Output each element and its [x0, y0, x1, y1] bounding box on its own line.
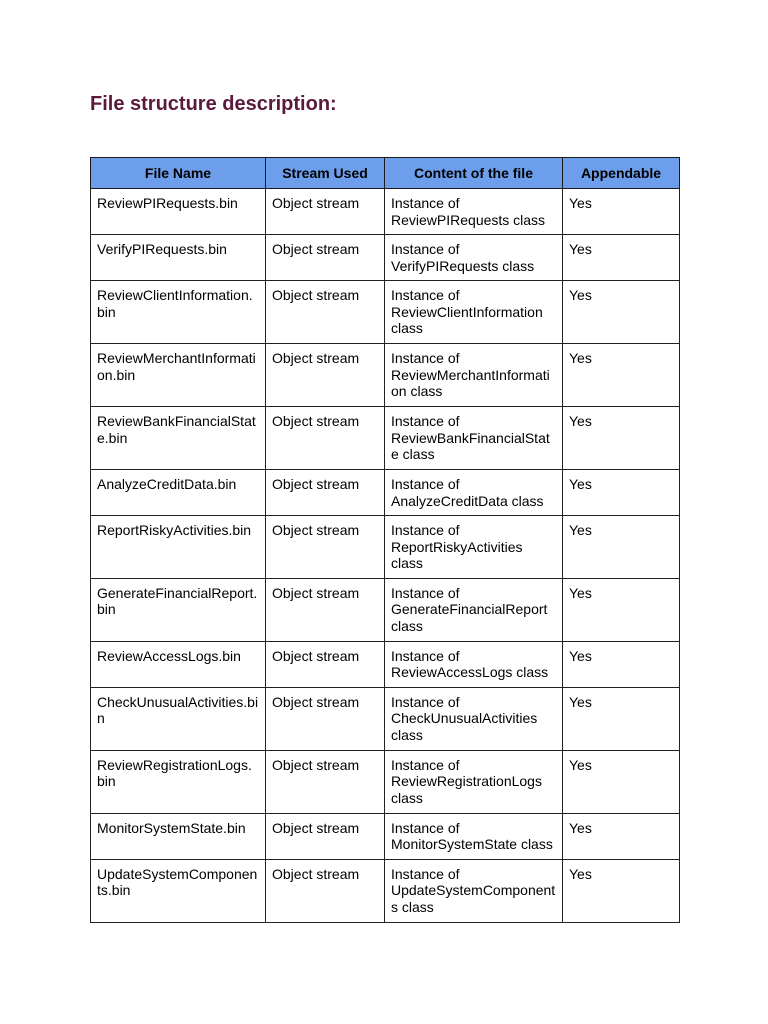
cell-stream-used: Object stream	[266, 859, 385, 922]
cell-content: Instance of ReviewAccessLogs class	[385, 641, 563, 687]
column-header-file-name: File Name	[91, 158, 266, 189]
cell-appendable: Yes	[563, 578, 680, 641]
cell-appendable: Yes	[563, 750, 680, 813]
cell-stream-used: Object stream	[266, 578, 385, 641]
cell-file-name: ReviewBankFinancialState.bin	[91, 407, 266, 470]
cell-stream-used: Object stream	[266, 189, 385, 235]
table-row	[91, 407, 680, 470]
column-header-stream-used: Stream Used	[266, 158, 385, 189]
cell-content: Instance of VerifyPIRequests class	[385, 235, 563, 281]
cell-stream-used: Object stream	[266, 687, 385, 750]
table-row	[91, 281, 680, 344]
cell-stream-used: Object stream	[266, 813, 385, 859]
cell-appendable: Yes	[563, 189, 680, 235]
cell-stream-used: Object stream	[266, 470, 385, 516]
cell-stream-used: Object stream	[266, 750, 385, 813]
cell-file-name: AnalyzeCreditData.bin	[91, 470, 266, 516]
cell-content: Instance of ReportRiskyActivities class	[385, 516, 563, 579]
table-row	[91, 813, 680, 859]
cell-stream-used: Object stream	[266, 281, 385, 344]
table-row	[91, 235, 680, 281]
cell-appendable: Yes	[563, 407, 680, 470]
cell-file-name: VerifyPIRequests.bin	[91, 235, 266, 281]
cell-file-name: ReviewClientInformation.bin	[91, 281, 266, 344]
cell-file-name: ReviewMerchantInformation.bin	[91, 344, 266, 407]
cell-appendable: Yes	[563, 813, 680, 859]
table-row	[91, 470, 680, 516]
cell-content: Instance of GenerateFinancialReport class	[385, 578, 563, 641]
cell-file-name: MonitorSystemState.bin	[91, 813, 266, 859]
table-row	[91, 344, 680, 407]
cell-stream-used: Object stream	[266, 344, 385, 407]
cell-appendable: Yes	[563, 516, 680, 579]
cell-file-name: GenerateFinancialReport.bin	[91, 578, 266, 641]
cell-content: Instance of ReviewClientInformation class	[385, 281, 563, 344]
cell-appendable: Yes	[563, 281, 680, 344]
cell-content: Instance of ReviewRegistrationLogs class	[385, 750, 563, 813]
cell-appendable: Yes	[563, 859, 680, 922]
table-row	[91, 750, 680, 813]
cell-content: Instance of AnalyzeCreditData class	[385, 470, 563, 516]
cell-appendable: Yes	[563, 344, 680, 407]
file-structure-table	[90, 157, 680, 923]
cell-content: Instance of ReviewPIRequests class	[385, 189, 563, 235]
table-row	[91, 687, 680, 750]
cell-content: Instance of CheckUnusualActivities class	[385, 687, 563, 750]
cell-file-name: ReviewAccessLogs.bin	[91, 641, 266, 687]
column-header-appendable: Appendable	[563, 158, 680, 189]
table-row	[91, 641, 680, 687]
table-row	[91, 516, 680, 579]
cell-content: Instance of MonitorSystemState class	[385, 813, 563, 859]
cell-file-name: CheckUnusualActivities.bin	[91, 687, 266, 750]
cell-file-name: ReportRiskyActivities.bin	[91, 516, 266, 579]
cell-appendable: Yes	[563, 235, 680, 281]
cell-file-name: UpdateSystemComponents.bin	[91, 859, 266, 922]
cell-appendable: Yes	[563, 687, 680, 750]
cell-appendable: Yes	[563, 641, 680, 687]
page-title: File structure description:	[90, 93, 337, 115]
cell-stream-used: Object stream	[266, 641, 385, 687]
table-row	[91, 189, 680, 235]
cell-content: Instance of ReviewBankFinancialState class	[385, 407, 563, 470]
table-row	[91, 578, 680, 641]
cell-content: Instance of ReviewMerchantInformation class	[385, 344, 563, 407]
cell-content: Instance of UpdateSystemComponents class	[385, 859, 563, 922]
table-header-row	[91, 158, 680, 189]
table-row	[91, 859, 680, 922]
cell-file-name: ReviewPIRequests.bin	[91, 189, 266, 235]
cell-appendable: Yes	[563, 470, 680, 516]
cell-stream-used: Object stream	[266, 407, 385, 470]
cell-stream-used: Object stream	[266, 516, 385, 579]
cell-file-name: ReviewRegistrationLogs.bin	[91, 750, 266, 813]
cell-stream-used: Object stream	[266, 235, 385, 281]
column-header-content: Content of the file	[385, 158, 563, 189]
